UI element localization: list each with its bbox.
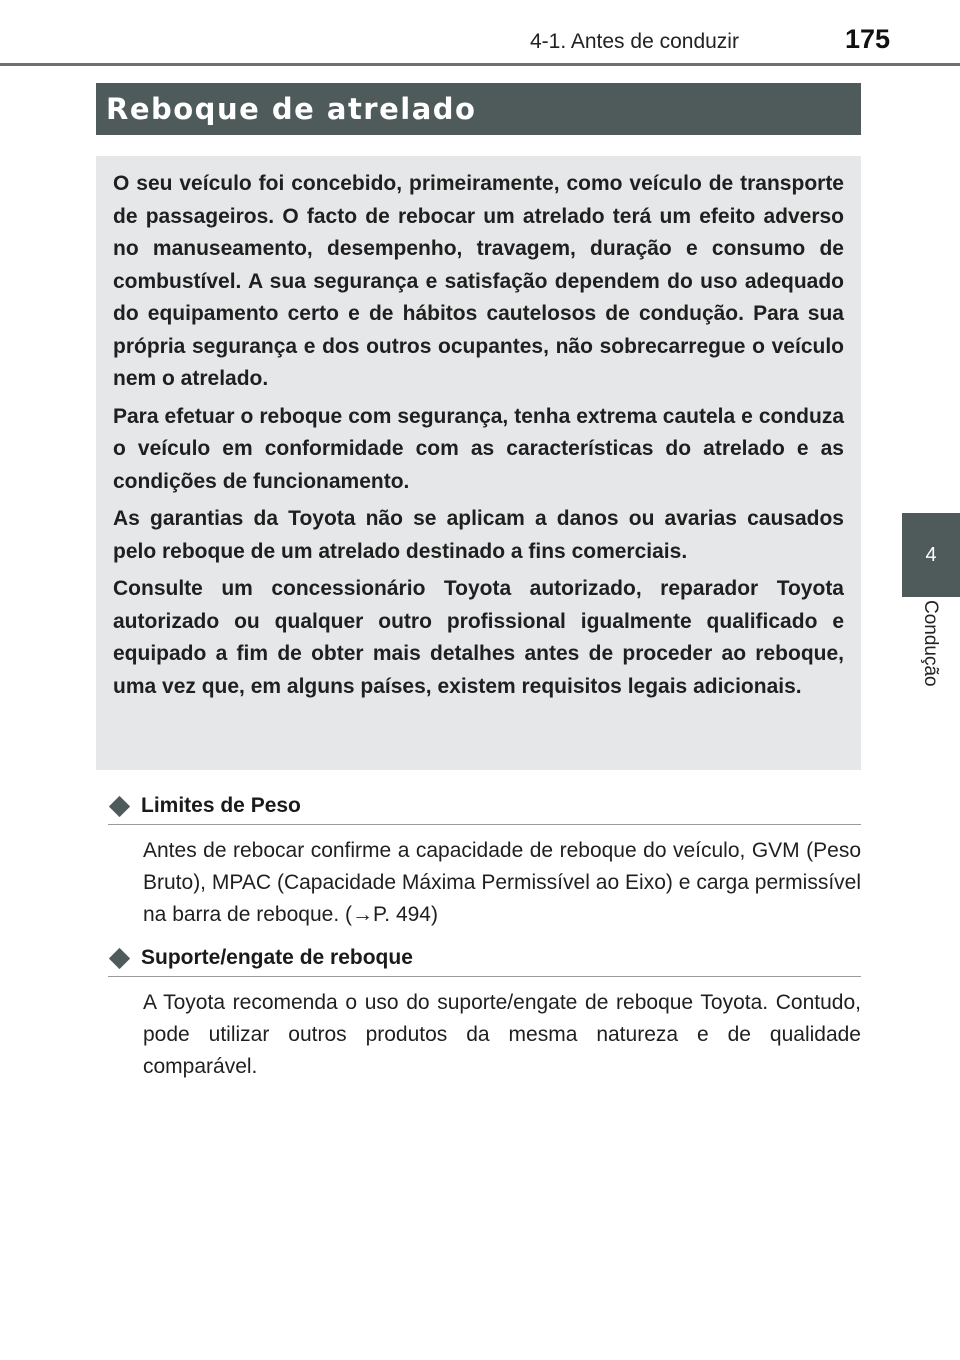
page-title: Reboque de atrelado xyxy=(96,83,861,135)
intro-paragraph: O seu veículo foi concebido, primeiramente, como veículo de transporte de passageiros. O facto de rebocar um atrelado terá um efeito adverso no manuseamento, desempenho, travagem, duração e consumo de combustível. A sua segurança e satisfação dependem do uso adequado do equipamento certo e de hábitos cautelosos de condução. Para sua própria segurança e dos outros ocupantes, não sobrecarregue o veículo nem o atrelado. xyxy=(113,172,844,390)
chapter-tab: 4 xyxy=(902,513,960,597)
running-header: 4-1. Antes de conduzir xyxy=(530,30,739,53)
section-heading xyxy=(108,788,861,825)
section-heading xyxy=(108,940,861,977)
diamond-bullet-icon xyxy=(109,795,130,816)
section-body: A Toyota recomenda o uso do suporte/engate de reboque Toyota. Contudo, pode utilizar outros produtos da mesma natureza e de qualidade comparável. xyxy=(143,991,861,1078)
section-heading-text: Limites de Peso xyxy=(141,794,301,817)
intro-paragraph: As garantias da Toyota não se aplicam a danos ou avarias causados pelo reboque de um atrelado destinado a fins comerciais. xyxy=(113,507,844,563)
intro-paragraph: Consulte um concessionário Toyota autorizado, reparador Toyota autorizado ou qualquer outro profissional igualmente qualificado e equipado a fim de obter mais detalhes antes de proceder ao reboque, uma vez que, em alguns países, existem requisitos legais adicionais. xyxy=(113,577,844,698)
section-body: Antes de rebocar confirme a capacidade de reboque do veículo, GVM (Peso Bruto), MPAC (Capacidade Máxima Permissível ao Eixo) e carga permissível na barra de reboque. (→P. 494) xyxy=(143,839,861,926)
diamond-bullet-icon xyxy=(109,947,130,968)
section-weight-limits xyxy=(108,788,861,931)
intro-paragraph: Para efetuar o reboque com segurança, tenha extrema cautela e conduza o veículo em conformidade com as características do atrelado e as condições de funcionamento. xyxy=(113,404,844,493)
chapter-label: Condução xyxy=(920,600,941,687)
page-number: 175 xyxy=(845,24,891,54)
section-heading-text: Suporte/engate de reboque xyxy=(141,946,413,969)
section-tow-hitch xyxy=(108,940,861,1083)
header-divider xyxy=(0,63,960,66)
intro-box xyxy=(96,156,861,770)
